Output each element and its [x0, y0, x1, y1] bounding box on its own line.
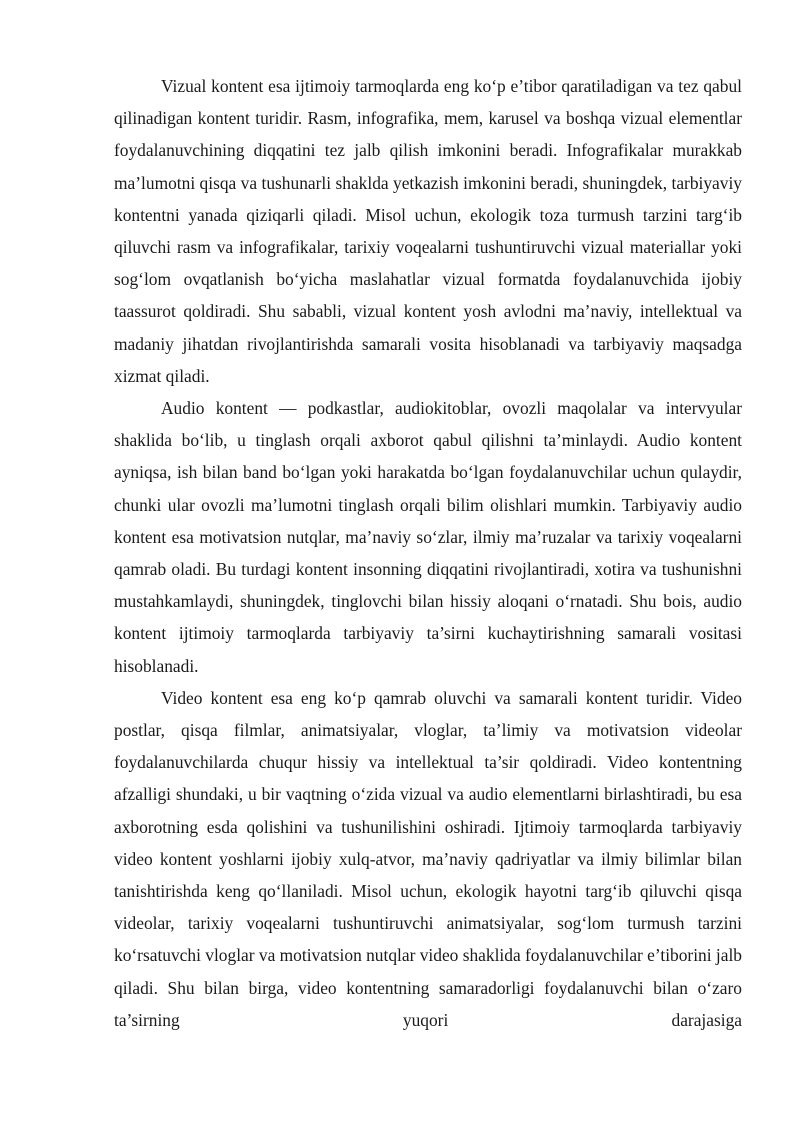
paragraph-audio-content: Audio kontent — podkastlar, audiokitoblar, ovozli maqolalar va intervyular shaklida bo‘lib, u tinglash orqali axborot qabul qilishni ta’minlaydi. Audio kontent ayniqsa, ish bilan band bo‘lgan yoki harakatda bo‘lgan foydalanuvchilar uchun qulaydir, chunki ular ovozli ma’lumotni tinglash orqali bilim olishlari mumkin. Tarbiyaviy audio kontent esa motivatsion nutqlar, ma’naviy so‘zlar, ilmiy ma’ruzalar va tarixiy voqealarni qamrab oladi. Bu turdagi kontent insonning diqqatini rivojlantiradi, xotira va tushunishni mustahkamlaydi, shuningdek, tinglovchi bilan hissiy aloqani o‘rnatadi. Shu bois, audio kontent ijtimoiy tarmoqlarda tarbiyaviy ta’sirni kuchaytirishning samarali vositasi hisoblanadi. [114, 398, 742, 676]
paragraph-visual-content: Vizual kontent esa ijtimoiy tarmoqlarda eng ko‘p e’tibor qaratiladigan va tez qabul qilinadigan kontent turidir. Rasm, infografika, mem, karusel va boshqa vizual elementlar foydalanuvchining diqqatini tez jalb qilish imkonini beradi. Infografikalar murakkab ma’lumotni qisqa va tushunarli shaklda yetkazish imkonini beradi, shuningdek, tarbiyaviy kontentni yanada qiziqarli qiladi. Misol uchun, ekologik toza turmush tarzini targ‘ib qiluvchi rasm va infografikalar, tarixiy voqealarni tushuntiruvchi vizual materiallar yoki sog‘lom ovqatlanish bo‘yicha maslahatlar vizual formatda foydalanuvchida ijobiy taassurot qoldiradi. Shu sababli, vizual kontent yosh avlodni ma’naviy, intellektual va madaniy jihatdan rivojlantirishda samarali vosita hisoblanadi va tarbiyaviy maqsadga xizmat qiladi. [114, 76, 742, 386]
paragraph-video-content: Video kontent esa eng ko‘p qamrab oluvchi va samarali kontent turidir. Video postlar, qisqa filmlar, animatsiyalar, vloglar, ta’limiy va motivatsion videolar foydalanuvchilarda chuqur hissiy va intellektual ta’sir qoldiradi. Video kontentning afzalligi shundaki, u bir vaqtning o‘zida vizual va audio elementlarni birlashtiradi, bu esa axborotning esda qolishini va tushunilishini oshiradi. Ijtimoiy tarmoqlarda tarbiyaviy video kontent yoshlarni ijobiy xulq-atvor, ma’naviy qadriyatlar va ilmiy bilimlar bilan tanishtirishda keng qo‘llaniladi. Misol uchun, ekologik hayotni targ‘ib qiluvchi qisqa videolar, tarixiy voqealarni tushuntiruvchi animatsiyalar, sog‘lom turmush tarzini ko‘rsatuvchi vloglar va motivatsion nutqlar video shaklida foydalanuvchilar e’tiborini jalb qiladi. Shu bilan birga, video kontentning samaradorligi foydalanuvchi bilan o‘zaro ta’sirning yuqori darajasiga [114, 687, 742, 1030]
document-page [114, 70, 742, 1036]
